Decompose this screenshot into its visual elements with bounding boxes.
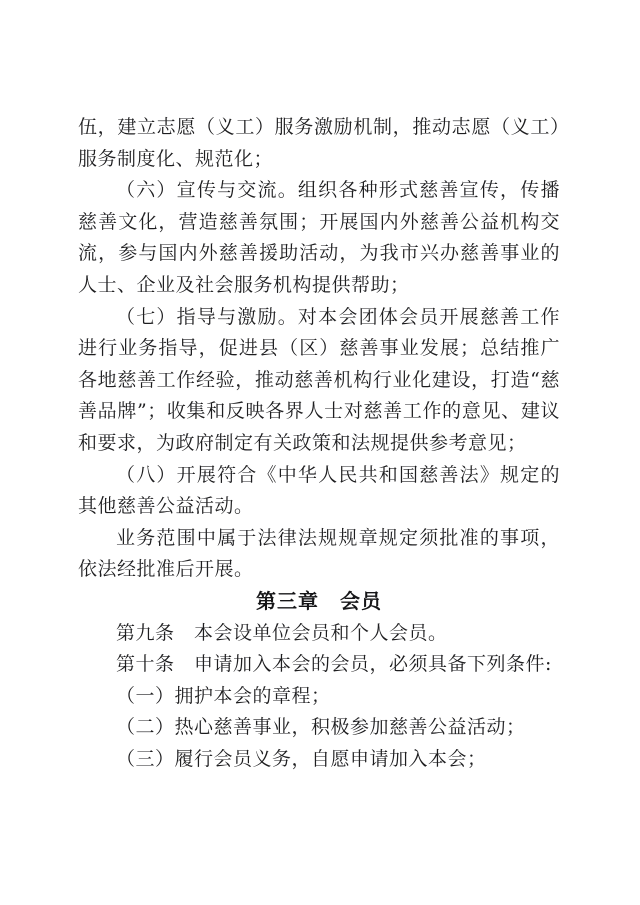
paragraph-condition-3: （三）履行会员义务，自愿申请加入本会； (116, 747, 487, 770)
paragraph-condition-2: （二）热心慈善事业，积极参加慈善公益活动； (116, 716, 526, 739)
paragraph-business-scope-approval: 业务范围中属于法律法规规章规定须批准的事项，依法经批准后开展。 (78, 526, 560, 581)
paragraph-item-7-guidance-incentive: （七）指导与激励。对本会团体会员开展慈善工作进行业务指导，促进县（区）慈善事业发展；总结推广各地慈善工作经验，推动慈善机构行业化建设，打造“慈善品牌”；收集和反映各界人士对慈善工作的意见、建议和要求，为政府制定有关政策和法规提供参考意见； (78, 305, 560, 454)
paragraph-article-9: 第九条 本会设单位会员和个人会员。 (116, 621, 448, 644)
chapter-heading: 第三章 会员 (256, 588, 382, 613)
paragraph-article-10: 第十条 申请加入本会的会员，必须具备下列条件: (116, 653, 552, 676)
paragraph-condition-1: （一）拥护本会的章程； (116, 684, 331, 707)
paragraph-item-8-other-charity: （八）开展符合《中华人民共和国慈善法》规定的其他慈善公益活动。 (78, 463, 560, 518)
paragraph-continuation-item-5: 伍，建立志愿（义工）服务激励机制，推动志愿（义工）服务制度化、规范化； (78, 116, 560, 170)
page-content (78, 112, 560, 775)
paragraph-item-6-publicity-exchange: （六）宣传与交流。组织各种形式慈善宣传，传播慈善文化，营造慈善氛围；开展国内外慈善公益机构交流，参与国内外慈善援助活动，为我市兴办慈善事业的人士、企业及社会服务机构提供帮助； (78, 179, 560, 296)
